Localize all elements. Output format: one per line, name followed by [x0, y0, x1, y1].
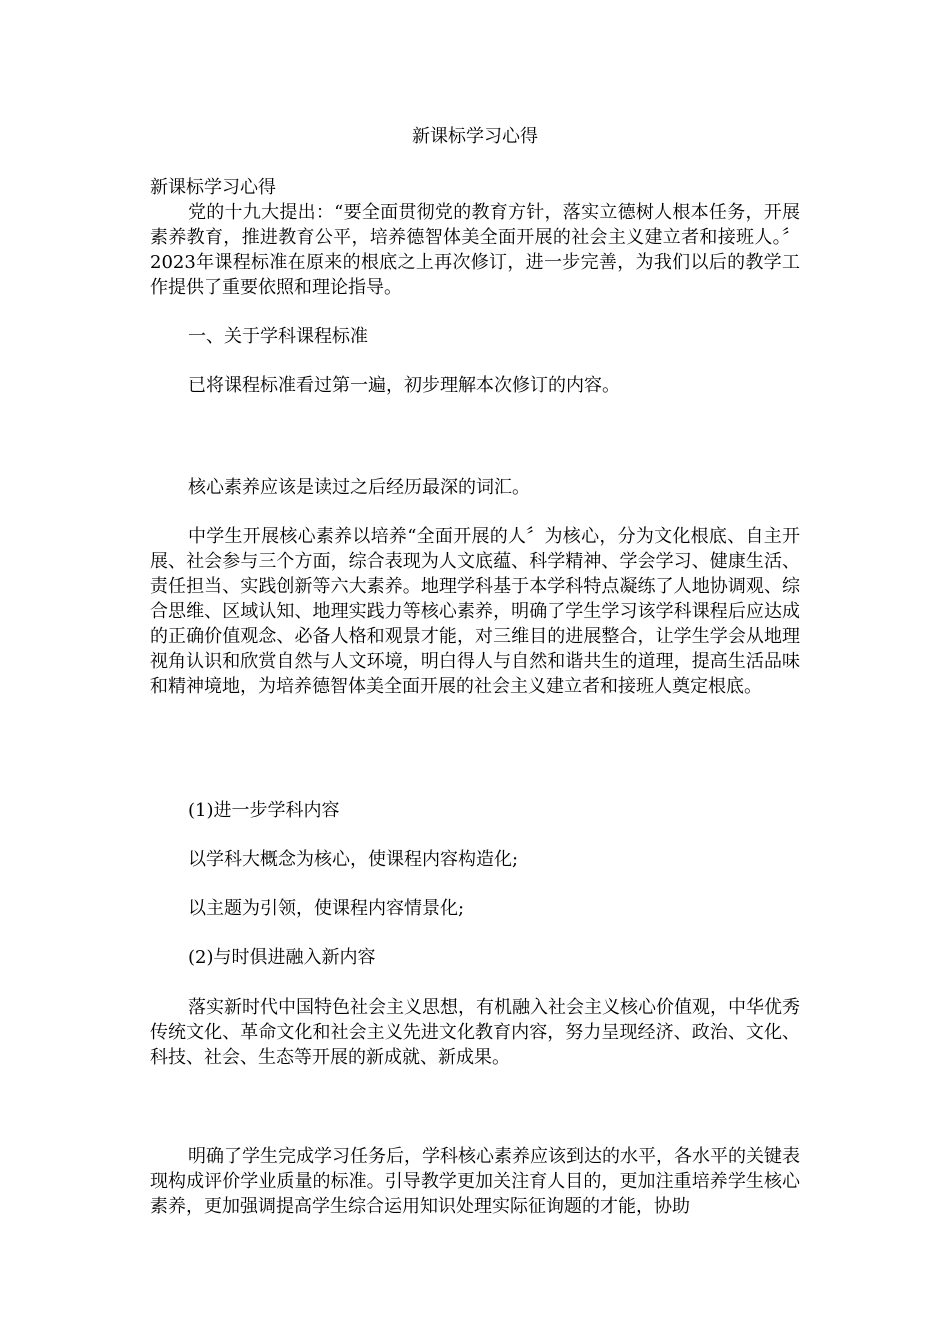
subheading-content-2: (2)与时俱进融入新内容 [188, 947, 376, 968]
section-heading-curriculum-standard: 一、关于学科课程标准 [188, 326, 368, 347]
subheading-content-1: (1)进一步学科内容 [188, 800, 340, 821]
paragraph-core-literacy: 核心素养应该是读过之后经历最深的词汇。 [188, 477, 530, 498]
paragraph-new-era: 落实新时代中国特色社会主义思想，有机融入社会主义核心价值观，中华优秀传统文化、革命文化和社会主义先进文化教育内容，努力呈现经济、政治、文化、科技、社会、生态等开展的新成就、新成果。 [150, 997, 800, 1068]
paragraph-academic-quality: 明确了学生完成学习任务后，学科核心素养应该到达的水平，各水平的关键表现构成评价学业质量的标准。引导教学更加关注育人目的，更加注重培养学生核心素养，更加强调提高学生综合运用知识处理实际征询题的才能，协助 [150, 1146, 800, 1217]
paragraph-heading: 新课标学习心得 [150, 177, 276, 198]
paragraph-intro: 党的十九大提出：“要全面贯彻党的教育方针，落实立德树人根本任务，开展素养教育，推进教育公平，培养德智体美全面开展的社会主义建立者和接班人。〞 2023年课程标准在原来的根底之上再次修订，进一步完善，为我们以后的教学工作提供了重要依照和理论指导。 [150, 202, 800, 298]
list-item-theme: 以主题为引领，使课程内容情景化; [188, 898, 465, 919]
list-item-big-concept: 以学科大概念为核心，使课程内容构造化; [188, 849, 519, 870]
paragraph-first-reading: 已将课程标准看过第一遍，初步理解本次修订的内容。 [188, 375, 620, 396]
document-title: 新课标学习心得 [412, 126, 538, 147]
paragraph-core-literacy-detail: 中学生开展核心素养以培养“全面开展的人〞为核心，分为文化根底、自主开展、社会参与三个方面，综合表现为人文底蕴、科学精神、学会学习、健康生活、责任担当、实践创新等六大素养。地理学科基于本学科特点凝练了人地协调观、综合思维、区域认知、地理实践力等核心素养，明确了学生学习该学科课程后应达成的正确价值观念、必备人格和观景才能，对三维目的进展整合，让学生学会从地理视角认识和欣赏自然与人文环境，明白得人与自然和谐共生的道理，提高生活品味和精神境地，为培养德智体美全面开展的社会主义建立者和接班人奠定根底。 [150, 526, 800, 697]
